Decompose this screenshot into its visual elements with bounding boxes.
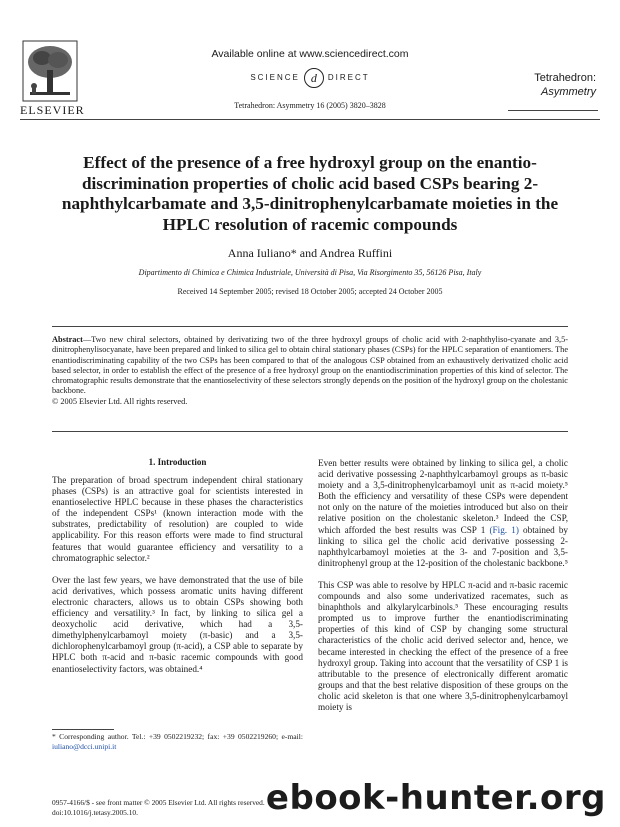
paragraph <box>318 458 568 569</box>
paragraph-text: obtained by linking to silica gel the cholic acid derivative possessing 2-naphthylcarbamoyl moieties at the 3- and 7-position and 3,5-dinitrophenyl group at the 12-position of the cholestanic backbone.⁵ <box>318 524 569 568</box>
available-online-text: Available online at www.sciencedirect.com <box>211 48 409 60</box>
journal-line2: Asymmetry <box>541 86 596 98</box>
sd-left: SCIENCE <box>250 73 300 83</box>
figure-link[interactable]: (Fig. 1) <box>489 524 519 535</box>
journal-rule <box>508 110 598 111</box>
footnote <box>52 732 303 751</box>
article-authors: Anna Iuliano* and Andrea Ruffini <box>227 246 393 260</box>
paragraph: The preparation of broad spectrum independent chiral stationary phases (CSPs) is an attractive goal for scientists interested in enantioselective HPLC because in these phases the characteristics of the independent CSPs¹ (known interaction mode with the substrates, predictability of resolution) are coupled to wide applicability. For this reason efforts were made to find structural features that would guarantee efficiency and versatility to a chromatographic selector.² <box>52 475 303 563</box>
abstract-text: —Two new chiral selectors, obtained by derivatizing two of the three hydroxyl groups of cholic acid with 2-naphthyliso-cyanate and 3,5-dinitrophenylisocyanate, have been prepared and linked to silica gel to obtain chiral stationary phases (CSPs) for the HPLC separation of enantiomers. The enantiodiscriminating capability of the two CSPs has been compared to that of the analogous CSP obtained from an exhaustively derivatized cholic acid based selector, in order to establish the effect of the presence of a free hydroxyl group on the enantiodiscrimination properties of this kind of selector. The chromatographic results demonstrate that the enantioselectivity of these selectors strongly depends on the position of the hydroxyl group on the cholestanic backbone. <box>52 335 568 396</box>
watermark: ebook-hunter.org <box>265 778 606 818</box>
sciencedirect-logo <box>0 68 620 88</box>
abstract-bottom-rule <box>52 431 568 432</box>
email-link[interactable]: iuliano@dcci.unipi.it <box>52 741 117 751</box>
footnote-rule <box>52 729 114 730</box>
paragraph: Over the last few years, we have demonstrated that the use of bile acid derivatives, which possess aromatic units having different electronic characters, allows us to obtain CSPs showing both efficiency and versatility.³ In fact, by linking to silica gel a deoxycholic acid derivative, which had a 3,5-dimethylphenylcarbamoyl moiety (π-basic) and a 3,5-dichlorophenylcarbamoyl group (π-acid), a CSP able to separate by HPLC both π-acid and π-basic racemic compounds with good enantioselectivity factors, was obtained.⁴ <box>52 574 303 674</box>
footnote-text: * Corresponding author. Tel.: +39 0502219232; fax: +39 0502219260; e-mail: <box>52 732 303 741</box>
article-received-dates: Received 14 September 2005; revised 18 October 2005; accepted 24 October 2005 <box>177 287 443 296</box>
copyright: © 2005 Elsevier Ltd. All rights reserved. <box>52 396 188 406</box>
publisher-name: ELSEVIER <box>20 103 85 117</box>
paragraph: This CSP was able to resolve by HPLC π-acid and π-basic racemic compounds and also some underivatized racemates, such as binaphthols and alkylarylcarbinols.⁵ These encouraging results prompted us to improve further the enantiodiscriminating properties of this kind of CSP by changing some structural characteristics of the cholic acid derived selector and, hence, we became interested in checking the effect of the presence of a free hydroxyl group. Taking into account that the versatility of CSP 1 is attributable to the presence of electronically different aromatic groups and that the best relative disposition of these groups on the cholic acid skeleton is that one where 3,5-dinitrophenylcarbamoyl moiety is <box>318 579 568 712</box>
abstract-label: Abstract <box>52 335 83 344</box>
right-column <box>318 458 568 724</box>
journal-name <box>534 71 596 99</box>
journal-line1: Tetrahedron: <box>534 72 596 84</box>
journal-citation: Tetrahedron: Asymmetry 16 (2005) 3820–3828 <box>234 101 386 110</box>
front-matter-line1: 0957-4166/$ - see front matter © 2005 Elsevier Ltd. All rights reserved. <box>52 798 265 807</box>
article-affiliation: Dipartimento di Chimica e Chimica Industriale, Università di Pisa, Via Risorgimento 35, 56126 Pisa, Italy <box>138 268 482 277</box>
left-column <box>52 475 303 686</box>
paragraph-text: Even better results were obtained by linking to silica gel, a cholic acid derivative possessing 2-naphthylcarbamoyl groups as π-basic moiety and a 3,5-dinitrophenylcarbamoyl unit as π-acid moiety.⁵ Both the efficiency and versatility of these CSPs were dependent not only on the nature of the moieties introduced but also on their relative position on the cholestanic skeleton.³ Indeed the CSP, which afforded the best results was CSP 1 <box>318 458 568 535</box>
sd-right: DIRECT <box>327 73 370 83</box>
section-heading: 1. Introduction <box>148 457 207 467</box>
abstract <box>52 335 568 407</box>
front-matter-doi: doi:10.1016/j.tetasy.2005.10. <box>52 807 138 817</box>
header-rule <box>20 119 600 120</box>
article-title: Effect of the presence of a free hydroxyl group on the enantio-discrimination properties of cholic acid based CSPs bearing 2-naphthylcarbamate and 3,5-dinitrophenylcarbamate moieties in the HPLC resolution of racemic compounds <box>61 153 559 234</box>
sd-mark: d <box>304 68 324 88</box>
abstract-top-rule <box>52 326 568 327</box>
